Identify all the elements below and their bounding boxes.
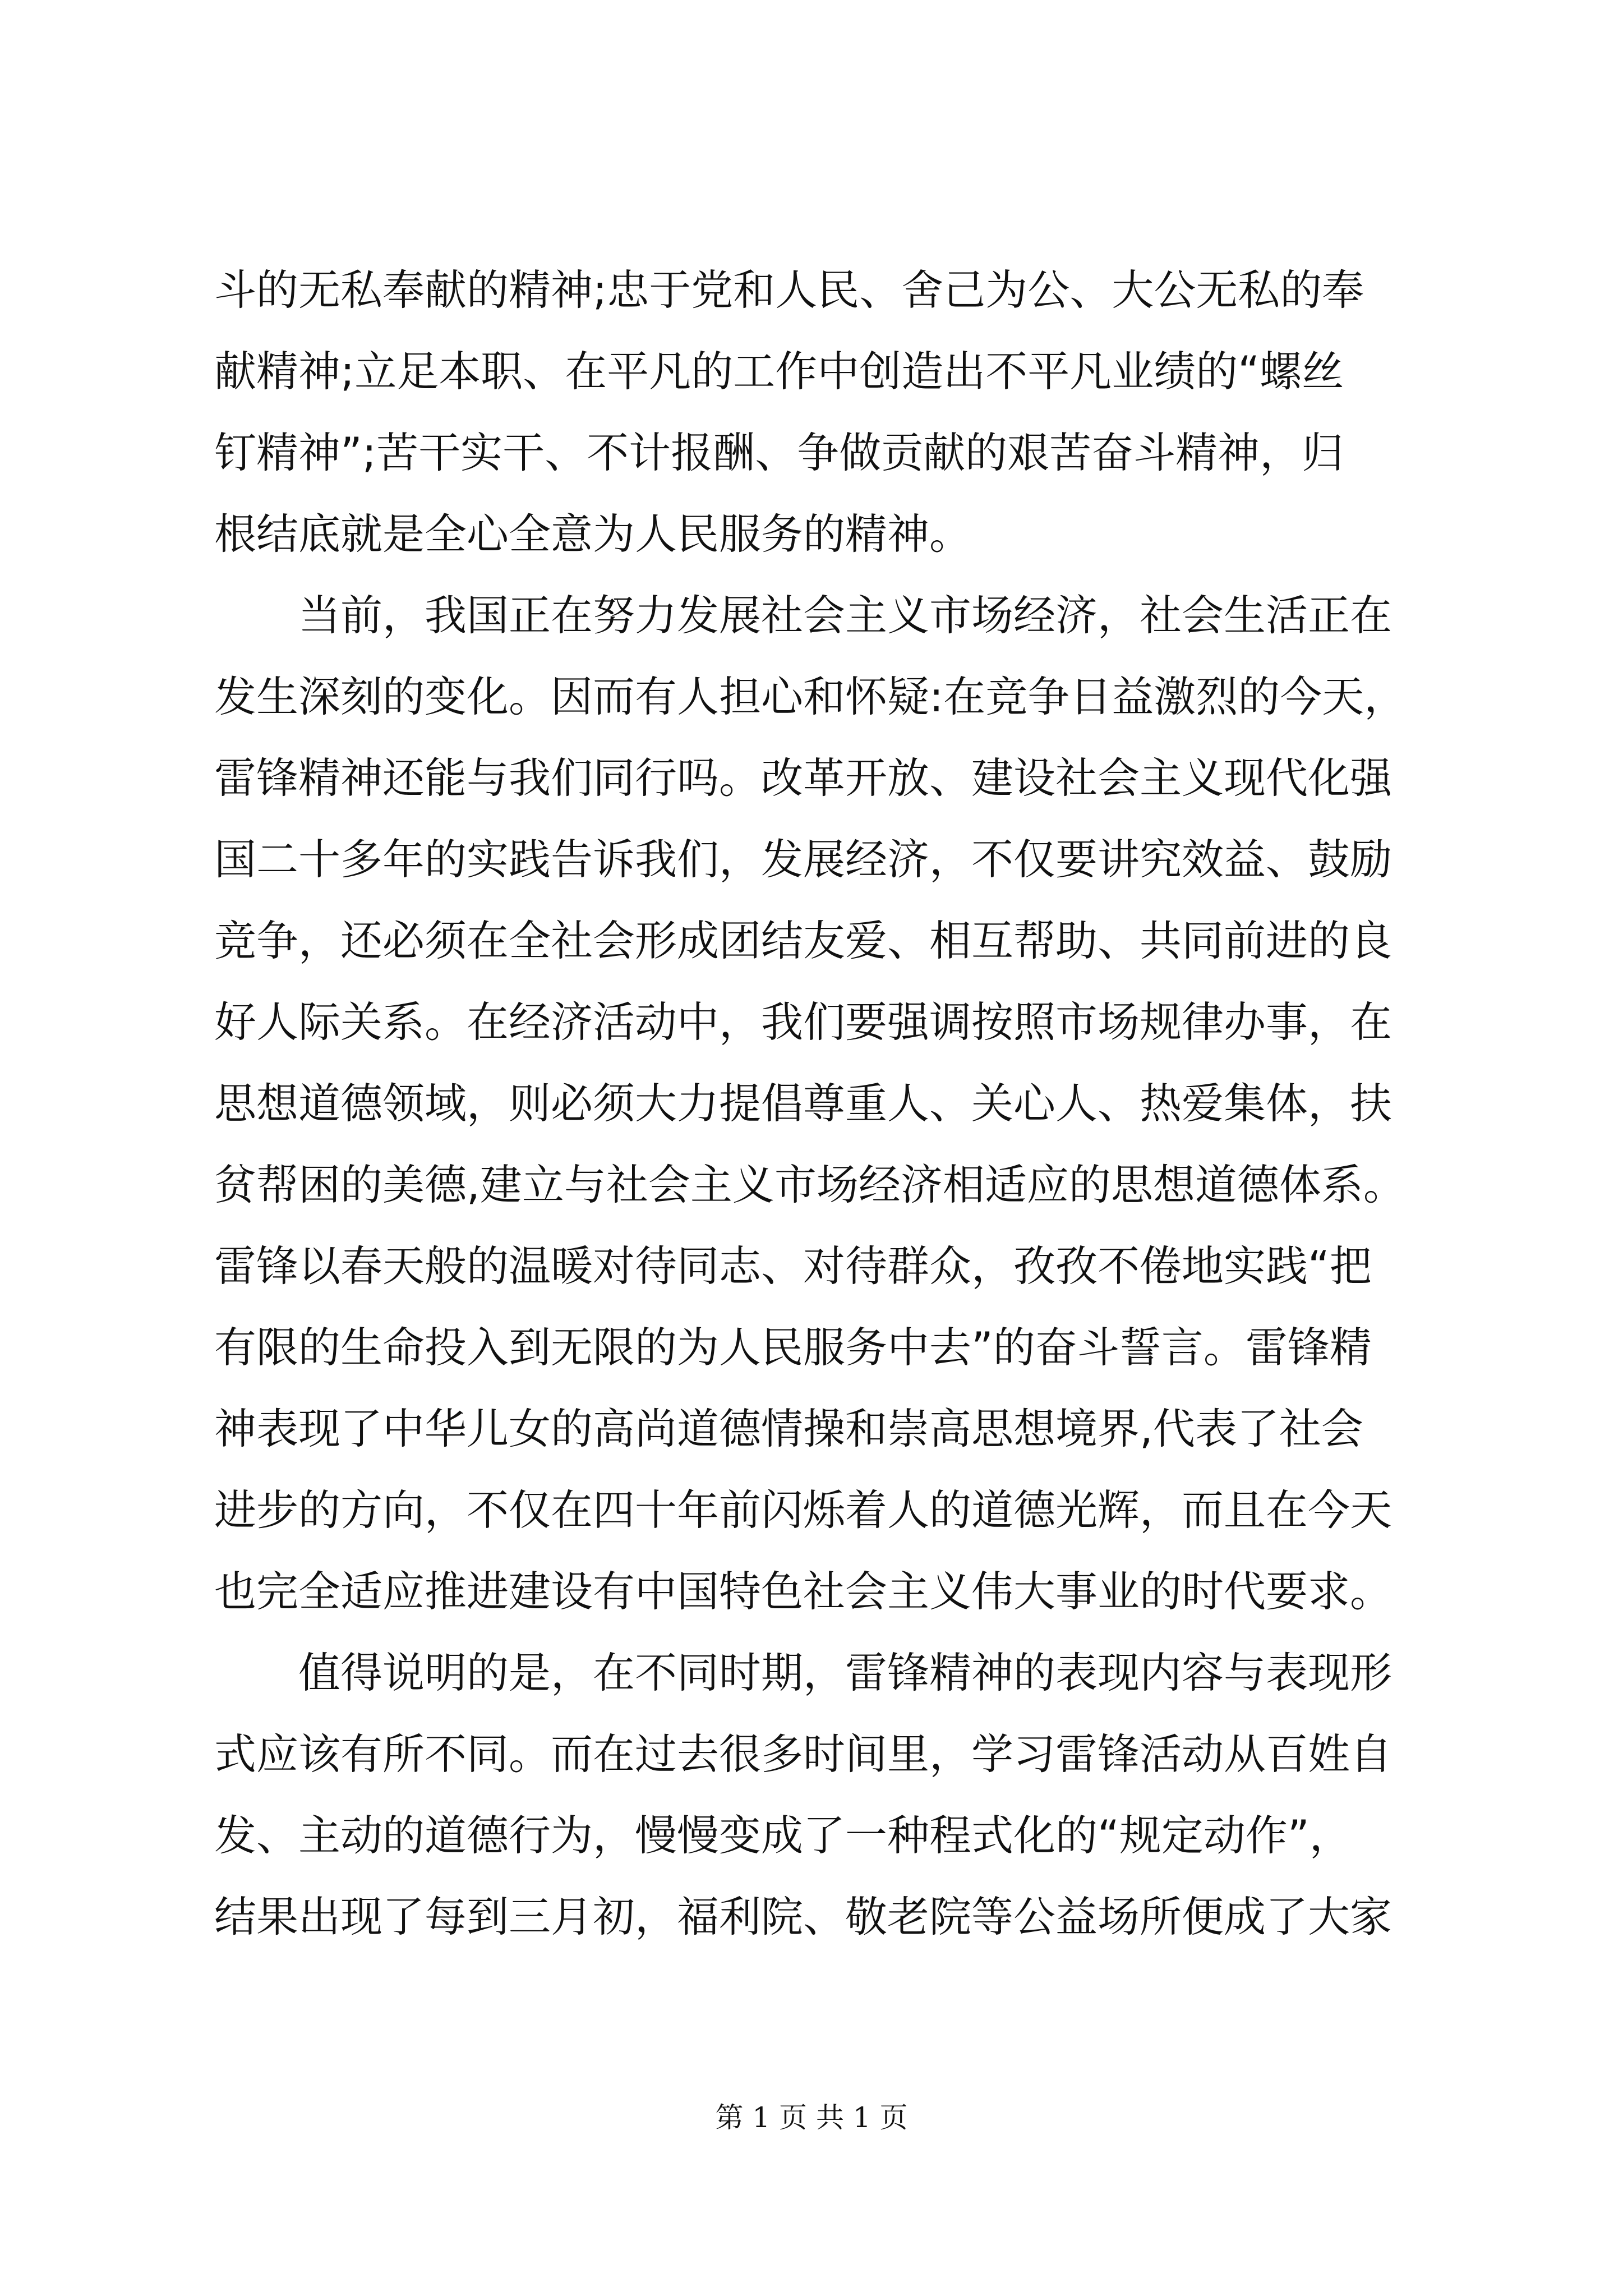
text-line: 发、主动的道德行为，慢慢变成了一种程式化的“规定动作”，: [214, 1811, 1352, 1860]
text-line: 贫帮困的美德,建立与社会主义市场经济相适应的思想道德体系。: [214, 1160, 1405, 1209]
page-number-footer: 第 1 页 共 1 页: [715, 2101, 908, 2134]
text-line: 雷锋精神还能与我们同行吗。改革开放、建设社会主义现代化强: [214, 753, 1393, 803]
text-line: 钉精神”;苦干实干、不计报酬、争做贡献的艰苦奋斗精神，归: [214, 428, 1344, 477]
text-line: 神表现了中华儿女的高尚道德情操和崇高思想境界,代表了社会: [214, 1404, 1363, 1453]
text-line: 值得说明的是，在不同时期，雷锋精神的表现内容与表现形: [298, 1648, 1393, 1697]
body-text: [214, 250, 1437, 1958]
text-line: 竞争，还必须在全社会形成团结友爱、相互帮助、共同前进的良: [214, 916, 1393, 965]
text-line: 也完全适应推进建设有中国特色社会主义伟大事业的时代要求。: [214, 1567, 1393, 1616]
text-line: 好人际关系。在经济活动中，我们要强调按照市场规律办事，在: [214, 997, 1393, 1047]
text-line: 结果出现了每到三月初，福利院、敬老院等公益场所便成了大家: [214, 1892, 1393, 1941]
text-line: 根结底就是全心全意为人民服务的精神。: [214, 509, 972, 559]
text-line: 发生深刻的变化。因而有人担心和怀疑:在竞争日益激烈的今天，: [214, 672, 1407, 721]
text-line: 思想道德领域，则必须大力提倡尊重人、关心人、热爱集体，扶: [214, 1079, 1393, 1128]
text-line: 有限的生命投入到无限的为人民服务中去”的奋斗誓言。雷锋精: [214, 1323, 1372, 1372]
text-line: 献精神;立足本职、在平凡的工作中创造出不平凡业绩的“螺丝: [214, 347, 1344, 396]
text-line: 国二十多年的实践告诉我们，发展经济，不仅要讲究效益、鼓励: [214, 835, 1393, 884]
text-line: 斗的无私奉献的精神;忠于党和人民、舍己为公、大公无私的奉: [214, 265, 1364, 315]
text-line: 当前，我国正在努力发展社会主义市场经济，社会生活正在: [298, 591, 1393, 640]
text-line: 雷锋以春天般的温暖对待同志、对待群众，孜孜不倦地实践“把: [214, 1241, 1372, 1291]
text-line: 进步的方向，不仅在四十年前闪烁着人的道德光辉，而且在今天: [214, 1485, 1393, 1535]
text-line: 式应该有所不同。而在过去很多时间里，学习雷锋活动从百姓自: [214, 1729, 1393, 1779]
